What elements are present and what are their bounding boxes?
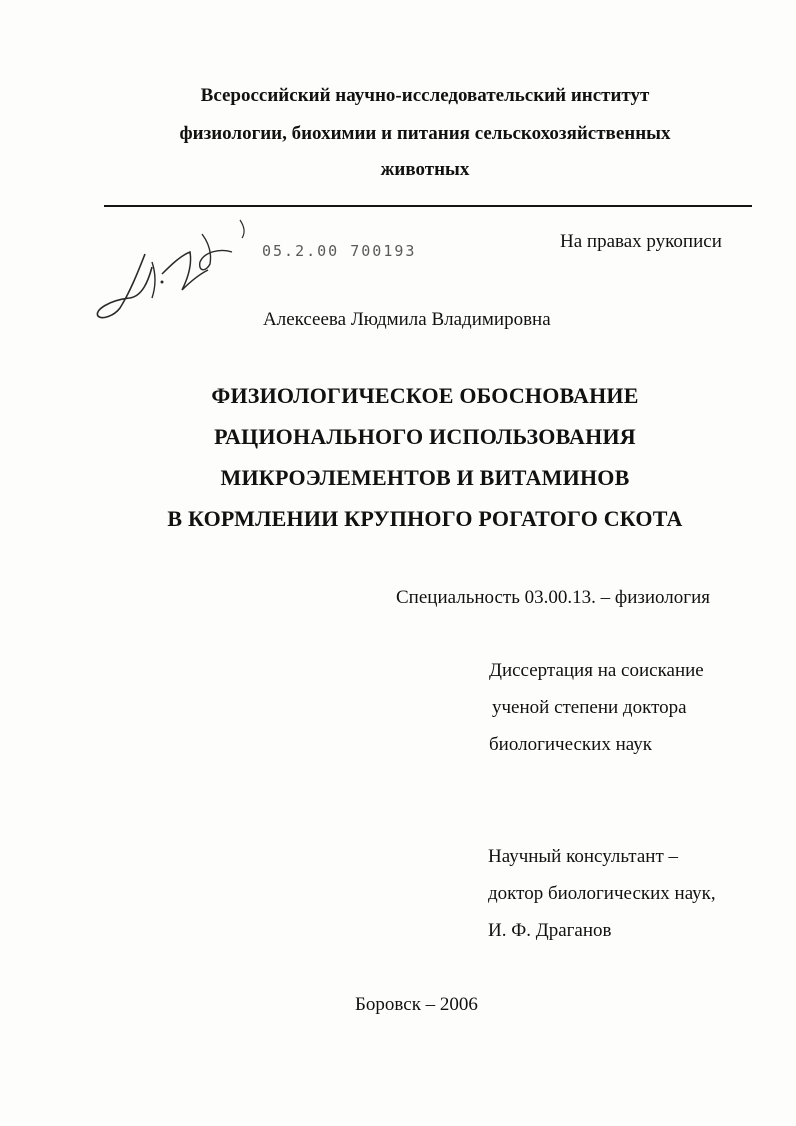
- consultant-line-3: И. Ф. Драганов: [488, 920, 612, 941]
- dissertation-line-3: биологических наук: [489, 734, 652, 755]
- title-line-3: МИКРОЭЛЕМЕНТОВ И ВИТАМИНОВ: [220, 465, 630, 490]
- title-line-1: ФИЗИОЛОГИЧЕСКОЕ ОБОСНОВАНИЕ: [211, 383, 639, 408]
- institute-line-1: Всероссийский научно-исследовательский институт: [200, 85, 650, 106]
- title-line-2: РАЦИОНАЛЬНОГО ИСПОЛЬЗОВАНИЯ: [214, 424, 636, 449]
- institute-line-3: животных: [380, 159, 470, 180]
- institute-line-2: физиологии, биохимии и питания сельскохозяйственных: [179, 123, 671, 144]
- city-year: Боровск – 2006: [355, 994, 478, 1015]
- header-divider: [104, 205, 752, 207]
- manuscript-note: На правах рукописи: [560, 231, 722, 252]
- registration-stamp-number: 05.2.00 700193: [262, 242, 417, 260]
- title-line-4: В КОРМЛЕНИИ КРУПНОГО РОГАТОГО СКОТА: [167, 506, 683, 531]
- specialty: Специальность 03.00.13. – физиология: [396, 587, 710, 608]
- consultant-line-2: доктор биологических наук,: [488, 883, 716, 904]
- author-name: Алексеева Людмила Владимировна: [263, 309, 551, 330]
- handwritten-signature: [90, 212, 270, 332]
- dissertation-line-2: ученой степени доктора: [492, 697, 687, 718]
- consultant-line-1: Научный консультант –: [488, 846, 678, 867]
- dissertation-line-1: Диссертация на соискание: [489, 660, 704, 681]
